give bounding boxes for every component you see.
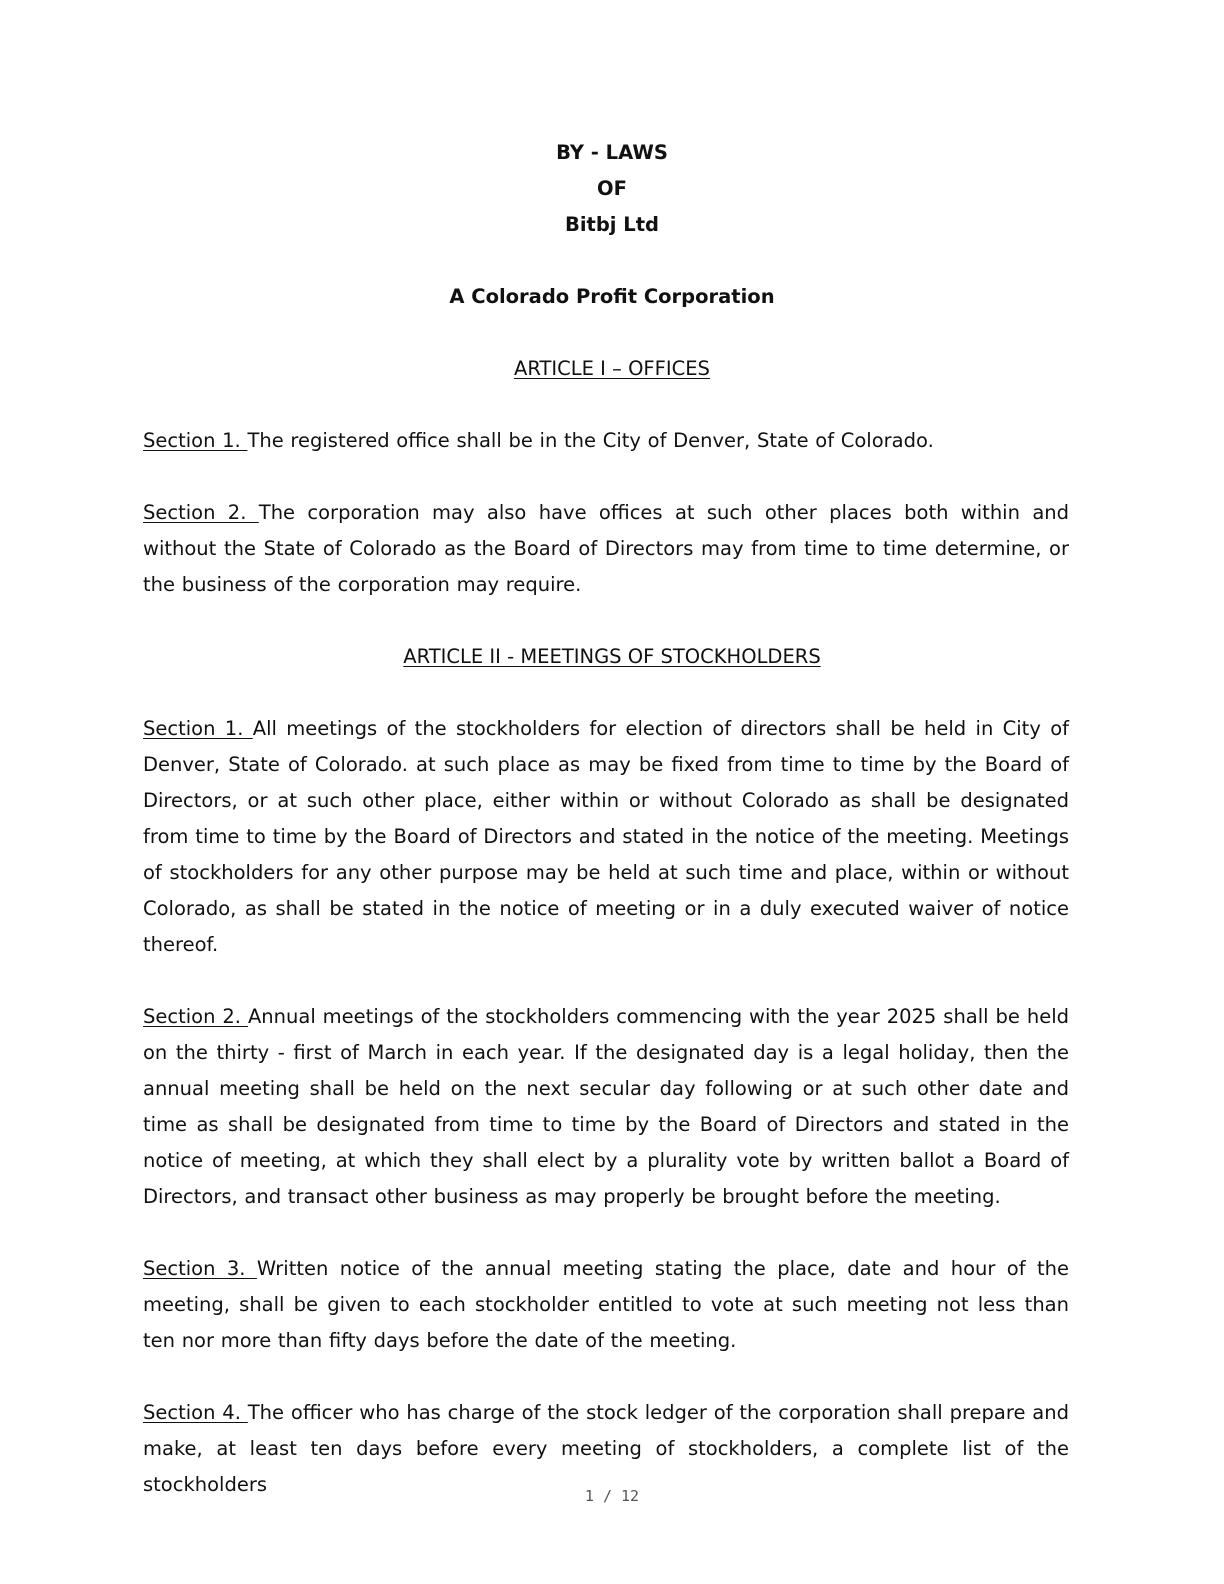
section-label: Section 2.	[143, 1005, 248, 1028]
section-label: Section 3.	[143, 1257, 257, 1280]
section-label: Section 2.	[143, 501, 259, 524]
article-2-section-1	[143, 711, 1069, 963]
section-text: Written notice of the annual meeting stating the place, date and hour of the meeting, shall be given to each stockholder entitled to vote at such meeting not less than ten nor more than fifty days before the date of the meeting.	[143, 1257, 1069, 1352]
article-2-heading-text: ARTICLE II - MEETINGS OF STOCKHOLDERS	[403, 645, 821, 668]
section-text: All meetings of the stockholders for election of directors shall be held in City of Denver, State of Colorado. at such place as may be fixed from time to time by the Board of Directors, or at such other place, either within or without Colorado as shall be designated from time to time by the Board of Directors and stated in the notice of the meeting. Meetings of stockholders for any other purpose may be held at such time and place, within or without Colorado, as shall be stated in the notice of meeting or in a duly executed waiver of notice thereof.	[143, 717, 1069, 956]
title-line-2: OF	[597, 177, 627, 200]
document-subtitle: A Colorado Profit Corporation	[449, 285, 775, 308]
section-text: The corporation may also have offices at such other places both within and without the State of Colorado as the Board of Directors may from time to time determine, or the business of the corporation may require.	[143, 501, 1070, 596]
page-indicator: 1 / 12	[584, 1487, 640, 1505]
article-2-heading	[0, 639, 1224, 675]
article-2-section-2	[143, 999, 1069, 1215]
article-1-heading	[0, 351, 1224, 387]
article-2-section-3	[143, 1251, 1069, 1359]
section-label: Section 1.	[143, 429, 248, 452]
title-line-1: BY - LAWS	[556, 141, 668, 164]
article-1-heading-text: ARTICLE I – OFFICES	[514, 357, 710, 380]
section-text: The registered office shall be in the City of Denver, State of Colorado.	[247, 429, 934, 452]
section-text: The officer who has charge of the stock ledger of the corporation shall prepare and make, at least ten days before every meeting of stockholders, a complete list of the stockholders	[143, 1401, 1069, 1496]
article-1-section-2	[143, 495, 1069, 603]
company-name: Bitbj Ltd	[564, 213, 659, 236]
article-1-section-1	[143, 423, 1069, 459]
section-text: Annual meetings of the stockholders commencing with the year 2025 shall be held on the thirty - first of March in each year. If the designated day is a legal holiday, then the annual meeting shall be held on the next secular day following or at such other date and time as shall be designated from time to time by the Board of Directors and stated in the notice of meeting, at which they shall elect by a plurality vote by written ballot a Board of Directors, and transact other business as may properly be brought before the meeting.	[143, 1005, 1069, 1208]
section-label: Section 1.	[143, 717, 253, 740]
section-label: Section 4.	[143, 1401, 248, 1424]
